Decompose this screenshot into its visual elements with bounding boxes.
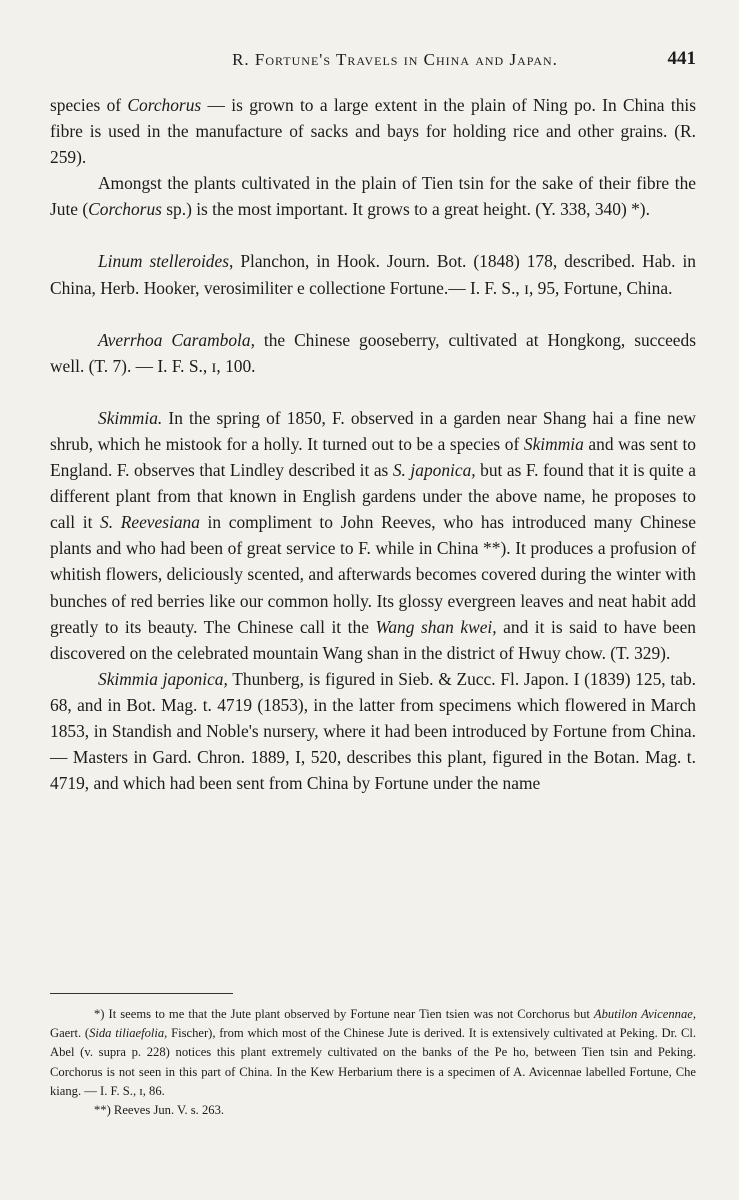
footnotes [50, 1005, 696, 1120]
paragraph-corchorus-ning-po: species of Corchorus — is grown to a large extent in the plain of Ning po. In China this fibre is used in the manufacture of sacks and bays for holding rice and other grains. (R. 259). [50, 95, 697, 168]
paragraph-averrhoa: Averrhoa Carambola, the Chinese gooseberry, cultivated at Hongkong, succeeds well. (T. 7). — I. F. S., ɪ, 100. [50, 329, 696, 376]
paragraph-linum: Linum stelleroides, Planchon, in Hook. Journ. Bot. (1848) 178, described. Hab. in China, Herb. Hooker, verosimiliter e collectione Fortune.— I. F. S., ɪ, 95, Fortune, China. [50, 251, 696, 298]
main-text [50, 92, 696, 796]
footnote-1: *) It seems to me that the Jute plant observed by Fortune near Tien tsien was not Corchorus but Abutilon Avicennae, Gaert. (Sida tiliaefolia, Fischer), from which most of the Chinese Jute is derived. It is extensively cultivated at Peking. Dr. Cl. Abel (v. supra p. 228) notices this plant extremely cultivated on the banks of the Pe ho, between Tien tsin and Peking. Corchorus is not seen in this part of China. In the Kew Herbarium there is a specimen of A. Avicennae labelled Fortune, Che kiang. — I. F. S., ɪ, 86. [50, 1007, 696, 1098]
paragraph-skimmia: Skimmia. In the spring of 1850, F. observed in a garden near Shang hai a fine new shrub, which he mistook for a holly. It turned out to be a species of Skimmia and was sent to England. F. observes that Lindley described it as S. japonica, but as F. found that it is quite a different plant from that known in English gardens under the above name, he proposes to call it S. Reevesiana in compliment to John Reeves, who has introduced many Chinese plants and who had been of great service to F. while in China **). It produces a profusion of whitish flowers, deliciously scented, and afterwards becomes covered during the winter with bunches of red berries like our common holly. Its glossy evergreen leaves and neat habit add greatly to its beauty. The Chinese call it the Wang shan kwei, and it is said to have been discovered on the celebrated mountain Wang shan in the district of Hwuy chow. (T. 329). [50, 407, 697, 663]
paragraph-jute-tien-tsin: Amongst the plants cultivated in the plain of Tien tsin for the sake of their fibre the Jute (Corchorus sp.) is the most important. It grows to a great height. (Y. 338, 340) *). [50, 173, 696, 220]
page-number: 441 [667, 48, 696, 69]
paragraph-skimmia-japonica: Skimmia japonica, Thunberg, is figured in Sieb. & Zucc. Fl. Japon. I (1839) 125, tab. 68, and in Bot. Mag. t. 4719 (1853), in the latter from specimens which flowered in March 1853, in Standish and Noble's nursery, where it had been introduced by Fortune from China. — Masters in Gard. Chron. 1889, I, 520, describes this plant, figured in the Botan. Mag. t. 4719, and which had been sent from China by Fortune under the name [50, 668, 696, 794]
footnote-divider [50, 993, 233, 994]
running-title: R. Fortune's Travels in China and Japan. [232, 50, 558, 69]
footnote-2: **) Reeves Jun. V. s. 263. [94, 1103, 225, 1118]
page-header [50, 48, 696, 76]
